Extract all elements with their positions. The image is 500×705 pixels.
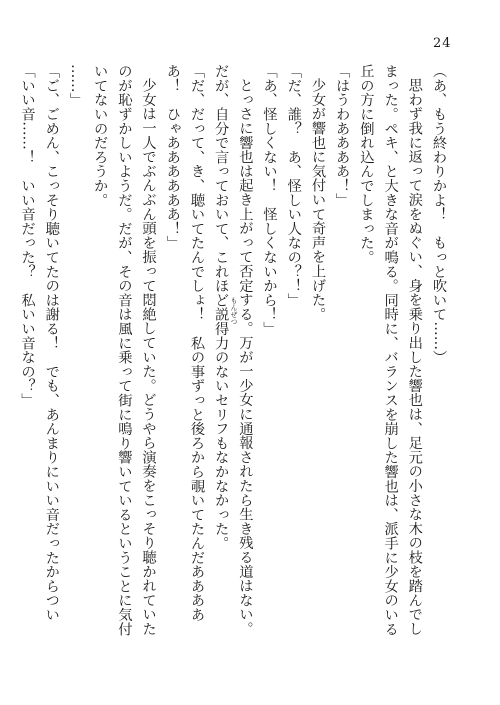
text-line: とっさに響也は起き上がって否定する。万が一少女に通報されたら生き残る道はない。 bbox=[237, 78, 254, 636]
text-line: 「あ、怪しくない！ 怪しくないから！」 bbox=[261, 64, 278, 336]
text-line: 少女は一人でぶんぶん頭を振って悶絶していた。どうやら演奏をこっそり聴かれていた bbox=[140, 78, 157, 636]
text-line: 思わず我に返って涙をぬぐい、身を乗り出した響也は、足元の小さな木の枝を踏んでし bbox=[406, 78, 423, 636]
text-line: ……」 bbox=[67, 64, 84, 107]
text-lines bbox=[15, 64, 451, 674]
text-line: （あ、もう終わりかよ！ もっと吹いて……） bbox=[431, 64, 447, 365]
ruby-annotation: もんぜつ bbox=[230, 297, 238, 325]
text-line: 丘の方に倒れ込んでしまった。 bbox=[358, 64, 375, 265]
text-line: 「ご、ごめん、こっそり聴いてたのは謝る！ でも、あんまりにいい音だったからつい bbox=[43, 64, 60, 622]
text-line: 「だ、だって、き、聴いてたんでしょ！ 私の事ずっと後ろから覗いてたんだああああ bbox=[188, 64, 205, 622]
text-line: 「いい音……！ いい音だった？ 私いい音なの？」 bbox=[19, 64, 36, 408]
text-line: 少女が響也に気付いて奇声を上げた。 bbox=[309, 78, 326, 322]
text-line: だが、自分で言っておいて、これほど説得力のないセリフもなかなかった。 bbox=[213, 64, 230, 551]
vertical-text-block bbox=[19, 64, 451, 674]
text-line: のが恥ずかしいようだ。だが、その音は風に乗って街に鳴り響いているということに気付 bbox=[116, 64, 133, 636]
text-line: 「はうわああああ！」 bbox=[334, 64, 351, 207]
text-line: 「だ、誰？ あ、怪しい人なの？！」 bbox=[285, 64, 302, 308]
text-line: いてないのだろうか。 bbox=[92, 64, 109, 207]
page-number: 24 bbox=[433, 36, 452, 51]
text-line: まった。ペキ、と大きな音が鳴る。同時に、バランスを崩した響也は、派手に少女のいる bbox=[382, 64, 399, 636]
text-line: あ！ ひゃああああああ！」 bbox=[164, 64, 181, 250]
